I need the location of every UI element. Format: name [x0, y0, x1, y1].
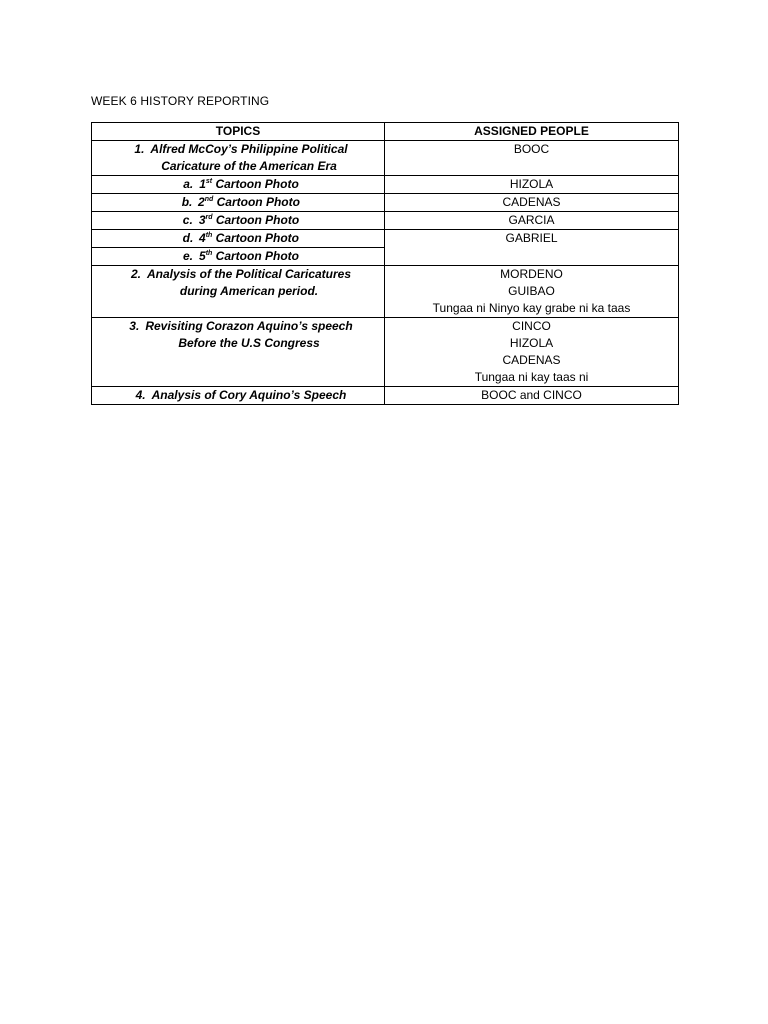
topic-4-line1: Analysis of Cory Aquino’s Speech: [151, 388, 347, 402]
table-header-row: [92, 123, 679, 141]
subtopic-letter: d.: [182, 231, 194, 245]
person-name: CADENAS: [502, 353, 561, 367]
person-name: GUIBAO: [508, 284, 555, 298]
topic-2-line1: Analysis of the Political Caricatures: [146, 267, 352, 281]
subtopic-ordinal: 2: [198, 195, 205, 209]
person-name: MORDENO: [500, 267, 563, 281]
topic-3-line2: Before the U.S Congress: [178, 336, 320, 350]
table-row: [92, 230, 679, 248]
table-row: [92, 318, 679, 387]
subtopic-a-people: [385, 176, 679, 194]
subtopic-ordinal: 5: [199, 249, 206, 263]
ordinal-suffix: th: [205, 250, 213, 257]
table-row: [92, 194, 679, 212]
subtopic-d-cell: [92, 230, 385, 248]
subtopic-c-people: [385, 212, 679, 230]
table-row: [92, 212, 679, 230]
ordinal-suffix: rd: [205, 214, 213, 221]
topic-2-people: [385, 266, 679, 318]
person-note: Tungaa ni Ninyo kay grabe ni ka taas: [432, 301, 631, 315]
subtopic-b-people: [385, 194, 679, 212]
topic-4-people: [385, 387, 679, 405]
ordinal-suffix: th: [205, 232, 213, 239]
subtopic-ordinal: 4: [199, 231, 206, 245]
subtopic-e-cell: [92, 248, 385, 266]
subtopic-label: Cartoon Photo: [215, 249, 299, 263]
subtopic-letter: b.: [181, 195, 193, 209]
topic-2-cell: [92, 266, 385, 318]
topic-4-number: 4.: [135, 388, 146, 402]
topic-1-line2: Caricature of the American Era: [161, 159, 337, 173]
person-name: CADENAS: [502, 195, 561, 209]
subtopic-label: Cartoon Photo: [216, 195, 300, 209]
topic-1-cell: [92, 141, 385, 176]
assigned-people-header: ASSIGNED PEOPLE: [385, 123, 679, 141]
topic-1-number: 1.: [134, 142, 145, 156]
topic-1-line1: Alfred McCoy’s Philippine Political: [150, 142, 348, 156]
ordinal-suffix: nd: [204, 196, 214, 203]
subtopic-de-people: [385, 230, 679, 266]
document-title: WEEK 6 HISTORY REPORTING: [91, 94, 270, 108]
person-name: BOOC and CINCO: [481, 388, 582, 402]
subtopic-ordinal: 1: [199, 177, 206, 191]
subtopic-ordinal: 3: [198, 213, 206, 227]
subtopic-label: Cartoon Photo: [215, 177, 299, 191]
person-name: BOOC: [513, 142, 550, 156]
table-row: [92, 141, 679, 176]
subtopic-letter: e.: [183, 249, 194, 263]
subtopic-a-cell: [92, 176, 385, 194]
topics-header: TOPICS: [92, 123, 385, 141]
topic-3-people: [385, 318, 679, 387]
subtopic-letter: a.: [183, 177, 194, 191]
topic-2-line2: during American period.: [179, 284, 319, 298]
person-name: HIZOLA: [509, 336, 554, 350]
ordinal-suffix: st: [205, 178, 213, 185]
topic-4-cell: [92, 387, 385, 405]
person-name: GARCIA: [508, 213, 555, 227]
table-row: [92, 266, 679, 318]
subtopic-b-cell: [92, 194, 385, 212]
topic-3-line1: Revisiting Corazon Aquino’s speech: [145, 319, 353, 333]
subtopic-c-cell: [92, 212, 385, 230]
report-table: [91, 122, 679, 405]
subtopic-letter: c.: [182, 213, 193, 227]
table-row: [92, 176, 679, 194]
person-name: GABRIEL: [505, 231, 558, 245]
topic-1-people: [385, 141, 679, 176]
person-name: CINCO: [512, 319, 551, 333]
topic-2-number: 2.: [130, 267, 141, 281]
person-note: Tungaa ni kay taas ni: [474, 370, 589, 384]
person-name: HIZOLA: [509, 177, 554, 191]
topic-3-cell: [92, 318, 385, 387]
subtopic-label: Cartoon Photo: [215, 231, 299, 245]
subtopic-label: Cartoon Photo: [215, 213, 300, 227]
topic-3-number: 3.: [129, 319, 140, 333]
table-row: [92, 387, 679, 405]
